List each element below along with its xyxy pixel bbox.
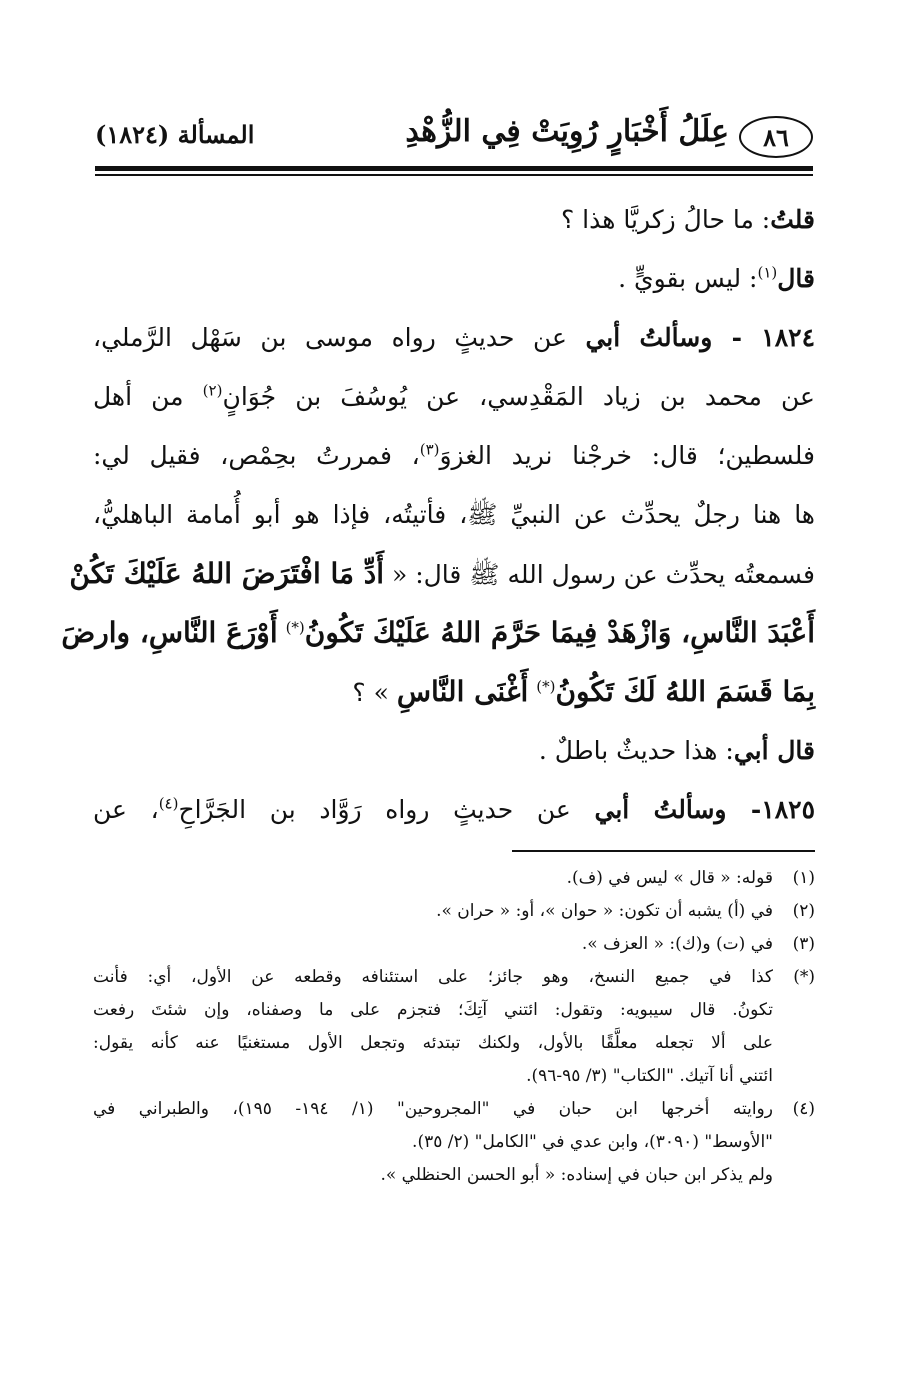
text-line: قال$^{(١)}$: ليس بقويٍّ . xyxy=(618,263,815,293)
footnote-line: كذا في جميع النسخ، وهو جائز؛ على استئنافه وقطعه عن الأول، أي: فأنت xyxy=(93,967,773,987)
footnote-ref: (١) xyxy=(757,263,778,282)
text-line: فسمعتُه يحدِّث عن رسول الله ﷺ قال: « أَدِّ مَا افْتَرَضَ اللهُ عَلَيْكَ تَكُنْ xyxy=(69,557,815,590)
footnote xyxy=(93,862,815,895)
footnote-number: (١) xyxy=(792,868,815,888)
text-line: عن محمد بن زياد المَقْدِسي، عن يُوسُفَ بن جُوَانٍ$^{(٢)}$ من أهل xyxy=(93,381,815,411)
footnote-line: تكونُ. قال سيبويه: وتقول: ائتني آتِكَ؛ فتجزم على ما وصفناه، وإن شئتَ رفعت xyxy=(93,1000,773,1020)
footnote xyxy=(93,1093,815,1192)
footnote-ref: (٢) xyxy=(202,381,223,400)
header-rule-thin xyxy=(95,174,813,176)
footnote-line: في (ت) و(ك): « العزف ». xyxy=(581,934,773,954)
hadith-text: بِمَا قَسَمَ اللهُ لَكَ تَكُونُ xyxy=(555,675,815,708)
footnote-number: (٣) xyxy=(792,934,815,954)
text-line: ١٨٢٥- وسألتُ أبي عن حديثٍ رواه رَوَّاد بن الجَرَّاحِ$^{(٤)}$، عن xyxy=(93,794,815,824)
footnote-line: قوله: « قال » ليس في (ف). xyxy=(566,868,773,888)
main-text xyxy=(61,190,816,839)
text-line xyxy=(61,603,815,662)
footnote-number: (٢) xyxy=(792,901,815,921)
footnote-line: ولم يذكر ابن حبان في إسناده: « أبو الحسن الحنظلي ». xyxy=(380,1165,773,1185)
footnote-line: ائتني أنا آتيك. "الكتاب" (٣/ ٩٥-٩٦). xyxy=(526,1066,773,1086)
hadith-text: أَوْرَعَ النَّاسِ، وارضَ xyxy=(61,616,278,649)
footnote-line: "الأوسط" (٣٠٩٠)، وابن عدي في "الكامل" (٢/ ٣٥). xyxy=(412,1132,773,1152)
page-number-badge xyxy=(739,116,813,158)
header-rule-thick xyxy=(95,166,813,171)
footnote-ref: (٤) xyxy=(158,794,179,813)
hadith-text: أَغْنَى النَّاسِ xyxy=(396,675,529,708)
page-number: ٨٦ xyxy=(763,122,789,152)
footnote-separator xyxy=(512,850,815,852)
page-header xyxy=(95,112,813,162)
footnote-ref: (٣) xyxy=(419,440,440,459)
footnote-ref: (*) xyxy=(285,618,305,637)
footnote-ref: (*) xyxy=(536,677,556,696)
hadith-text: أَدِّ مَا افْتَرَضَ اللهُ عَلَيْكَ تَكُنْ xyxy=(69,557,384,590)
footnote xyxy=(93,895,815,928)
footnotes xyxy=(93,862,815,1192)
footnote-line: في (أ) يشبه أن تكون: « حوان »، أو: « حران ». xyxy=(436,901,773,921)
book-title: عِلَلُ أَخْبَارٍ رُوِيَتْ فِي الزُّهْدِ xyxy=(405,114,729,149)
footnote xyxy=(93,928,815,961)
footnote-number: (*) xyxy=(793,967,815,987)
text-line: قلتُ: ما حالُ زكريَّا هذا ؟ xyxy=(560,205,815,234)
footnote-number: (٤) xyxy=(792,1099,815,1119)
hadith-text: أَعْبَدَ النَّاسِ، وَازْهَدْ فِيمَا حَرَّمَ اللهُ عَلَيْكَ تَكُونُ xyxy=(304,616,815,649)
footnote xyxy=(93,961,815,1093)
text-line: فلسطين؛ قال: خرجْنا نريد الغزوَ$^{(٣)}$، فمررتُ بحِمْص، فقيل لي: xyxy=(93,440,816,470)
text-line: بِمَا قَسَمَ اللهُ لَكَ تَكُونُ(*) أَغْنَى النَّاسِ » ؟ xyxy=(352,675,815,708)
text-line: ١٨٢٤ - وسألتُ أبي عن حديثٍ رواه موسى بن سَهْل الرَّملي، xyxy=(93,323,815,352)
footnote-line: على ألا تجعله معلَّقًا بالأول، ولكنك تبتدئه وتجعل الأول مستغنيًا عنه كأنه يقول: xyxy=(93,1033,773,1053)
footnote-line: روايته أخرجها ابن حبان في "المجروحين" (١/ ١٩٤- ١٩٥)، والطبراني في xyxy=(93,1099,773,1119)
issue-label: المسألة (١٨٢٤) xyxy=(95,120,255,149)
text-line: قال أبي: هذا حديثٌ باطلٌ . xyxy=(538,736,815,765)
text-line: ها هنا رجلٌ يحدِّث عن النبيِّ ﷺ، فأتيتُه، فإذا هو أبو أُمامة الباهليُّ، xyxy=(93,500,815,529)
